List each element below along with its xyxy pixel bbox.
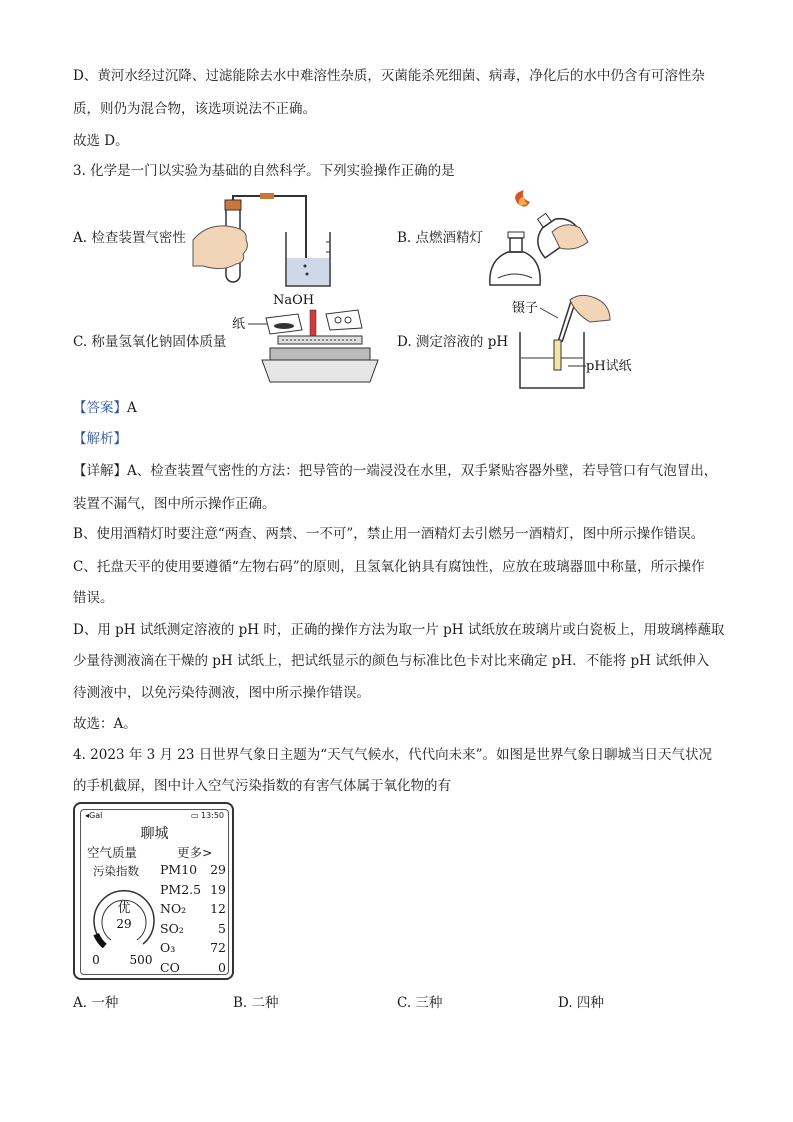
- detail-line-6: D、用 pH 试纸测定溶液的 pH 时，正确的操作方法为取一片 pH 试纸放在玻璃片或白瓷板上，用玻璃棒蘸取: [73, 622, 725, 638]
- air-quality-label: 空气质量: [87, 845, 138, 860]
- balance-figure: [230, 290, 380, 390]
- ph-paper-label: pH试纸: [586, 359, 632, 374]
- pollutant-row: NO₂ 12: [160, 901, 226, 916]
- city-title: 聊城: [140, 826, 169, 842]
- q4-option-c: C. 三种: [397, 995, 443, 1011]
- status-signal: ◂Gal: [85, 811, 103, 820]
- detail-line-2: 装置不漏气，图中所示操作正确。: [73, 496, 276, 512]
- q4-option-b: B. 二种: [233, 995, 279, 1011]
- answer-line: [73, 398, 137, 418]
- pollutant-list: [160, 862, 226, 979]
- detail-line-1: 【详解】A、检查装置气密性的方法：把导管的一端浸没在水里，双手紧贴容器外壁，若导管口有气泡冒出，: [73, 463, 718, 479]
- analysis-tag: 【解析】: [73, 431, 127, 447]
- gauge-fill: [96, 934, 105, 946]
- q3-stem: 3. 化学是一门以实验为基础的自然科学。下列实验操作正确的是: [73, 163, 455, 179]
- gauge-level: 优: [117, 901, 131, 916]
- more-link[interactable]: 更多>: [177, 845, 213, 860]
- gauge-value: 29: [116, 917, 132, 931]
- q4-option-a: A. 一种: [73, 995, 119, 1011]
- q4-stem-line-2: 的手机截屏，图中计入空气污染指数的有害气体属于氧化物的有: [73, 778, 451, 794]
- pollutant-row: PM2.5 19: [160, 881, 226, 897]
- pollutant-row: SO₂ 5: [160, 920, 226, 936]
- gauge-title: 污染指数: [93, 864, 139, 878]
- intro-line-2: 质，则仍为混合物，该选项说法不正确。: [73, 101, 316, 117]
- phone-screenshot: [73, 802, 234, 980]
- naoh-label: NaOH: [273, 293, 315, 308]
- detail-line-5: 错误。: [73, 590, 114, 606]
- gauge-min: 0: [92, 953, 100, 967]
- answer-value: A: [127, 400, 137, 416]
- airtight-check-figure: [188, 192, 338, 292]
- pollutant-row: O₃ 72: [160, 940, 226, 955]
- detail-line-8: 待测液中，以免污染待测液，图中所示操作错误。: [73, 685, 370, 701]
- detail-line-7: 少量待测液滴在干燥的 pH 试纸上，把试纸显示的颜色与标准比色卡对比来确定 pH．不能将 pH 试纸伸入: [73, 653, 710, 669]
- paper-label: 纸: [232, 317, 246, 332]
- q3-option-b: B. 点燃酒精灯: [397, 230, 484, 246]
- detail-tag: 【详解】: [73, 463, 127, 479]
- pollutant-row: PM10 29: [160, 862, 226, 877]
- ph-test-figure: [510, 292, 640, 392]
- intro-line-3: 故选 D。: [73, 133, 129, 149]
- detail-line-4: C、托盘天平的使用要遵循“左物右码”的原则，且氢氧化钠具有腐蚀性，应放在玻璃器皿中称量，所示操作: [73, 559, 705, 575]
- intro-line-1: D、黄河水经过沉降、过滤能除去水中难溶性杂质，灭菌能杀死细菌、病毒，净化后的水中仍含有可溶性杂: [73, 68, 705, 84]
- detail-line-9: 故选：A。: [73, 716, 137, 732]
- gauge-max: 500: [129, 953, 153, 967]
- q3-option-a: A. 检查装置气密性: [73, 230, 186, 246]
- tweezers-label: 镊子: [512, 301, 539, 316]
- detail-line-3: B、使用酒精灯时要注意“两查、两禁、一不可”，禁止用一酒精灯去引燃另一酒精灯，图中所示操作错误。: [73, 526, 705, 542]
- q4-option-d: D. 四种: [558, 995, 604, 1011]
- status-battery-time: ▭ 13:50: [190, 811, 224, 820]
- answer-tag: 【答案】: [73, 400, 127, 416]
- alcohol-lamp-figure: [480, 190, 590, 290]
- aqi-gauge: [83, 880, 159, 970]
- q3-option-c: C. 称量氢氧化钠固体质量: [73, 334, 227, 350]
- pollutant-row: CO 0: [160, 959, 226, 975]
- q4-stem-line-1: 4. 2023 年 3 月 23 日世界气象日主题为“天气气候水，代代向未来”。如图是世界气象日聊城当日天气状况: [73, 747, 713, 763]
- q3-option-d: D. 测定溶液的 pH: [397, 334, 509, 350]
